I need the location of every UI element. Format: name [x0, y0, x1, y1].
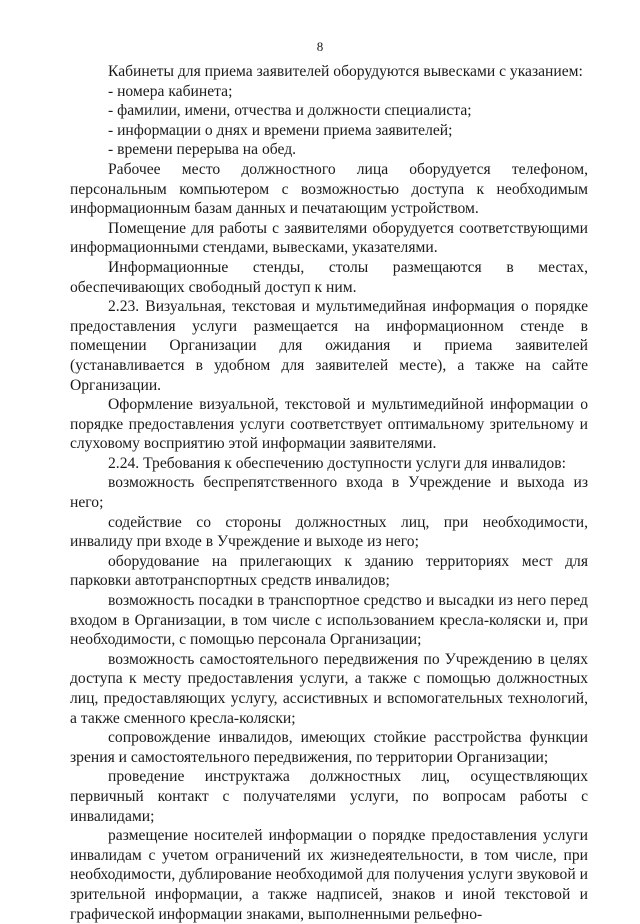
page-number: 8 — [316, 39, 324, 54]
paragraph-workplace: Рабочее место должностного лица оборудуется телефоном, персональным компьютером с возможностью доступа к необходимым информационным базам данных и печатающим устройством. — [70, 160, 588, 218]
paragraph-room-equipment: Помещение для работы с заявителями оборудуется соответствующими информационными стендами, вывесками, указателями. — [70, 219, 588, 257]
paragraph-2-23: 2.23. Визуальная, текстовая и мультимедийная информация о порядке предоставления услуги размещается на информационном стенде в помещении Организации для ожидания и приема заявителей (устанавливается в удобном для заявителей месте), а также на сайте Организации. — [70, 298, 588, 394]
list-item-room-number: - номера кабинета; — [108, 82, 233, 100]
document-body — [70, 62, 588, 924]
paragraph-info-carriers: размещение носителей информации о порядке предоставления услуги инвалидам с учетом ограничений их жизнедеятельности, в том числе, при необходимости, дублирование необходимой для получения услуги звуковой и зрительной информации, а также надписей, знаков и иной текстовой и графической информации знаками, выполненными рельефно- — [70, 827, 588, 923]
paragraph-free-entry: возможность беспрепятственного входа в Учреждение и выхода из него; — [70, 474, 588, 512]
paragraph-2-24: 2.24. Требования к обеспечению доступности услуги для инвалидов: — [108, 454, 566, 472]
paragraph-info-stands: Информационные стенды, столы размещаются в местах, обеспечивающих свободный доступ к ним. — [70, 258, 588, 296]
paragraph-instruction: проведение инструктажа должностных лиц, осуществляющих первичный контакт с получателями услуги, по вопросам работы с инвалидами; — [70, 768, 588, 825]
paragraph-movement: возможность самостоятельного передвижения по Учреждению в целях доступа к месту предоставления услуги, а также с помощью должностных лиц, предоставляющих услугу, ассистивных и вспомогательных технологий, а также сменного кресла-коляски; — [70, 650, 588, 727]
paragraph-cabinets-signs: Кабинеты для приема заявителей оборудуются вывесками с указанием: — [108, 63, 583, 80]
list-item-lunch-break: - времени перерыва на обед. — [108, 141, 297, 159]
list-item-specialist-name: - фамилии, имени, отчества и должности специалиста; — [108, 102, 472, 120]
list-item-reception-days: - информации о днях и времени приема заявителей; — [108, 121, 453, 139]
paragraph-info-design: Оформление визуальной, текстовой и мультимедийной информации о порядке предоставления услуги соответствует оптимальному зрительному и слуховому восприятию этой информации заявителями. — [70, 396, 588, 453]
paragraph-escort: сопровождение инвалидов, имеющих стойкие расстройства функции зрения и самостоятельного передвижения, по территории Организации; — [70, 729, 588, 766]
paragraph-assistance: содействие со стороны должностных лиц, при необходимости, инвалиду при входе в Учреждение и выходе из него; — [70, 513, 588, 551]
paragraph-transport: возможность посадки в транспортное средство и высадки из него перед входом в Организации, в том числе с использованием кресла-коляски и, при необходимости, с помощью персонала Организации; — [70, 592, 588, 649]
paragraph-parking: оборудование на прилегающих к зданию территориях мест для парковки автотранспортных средств инвалидов; — [70, 552, 588, 590]
